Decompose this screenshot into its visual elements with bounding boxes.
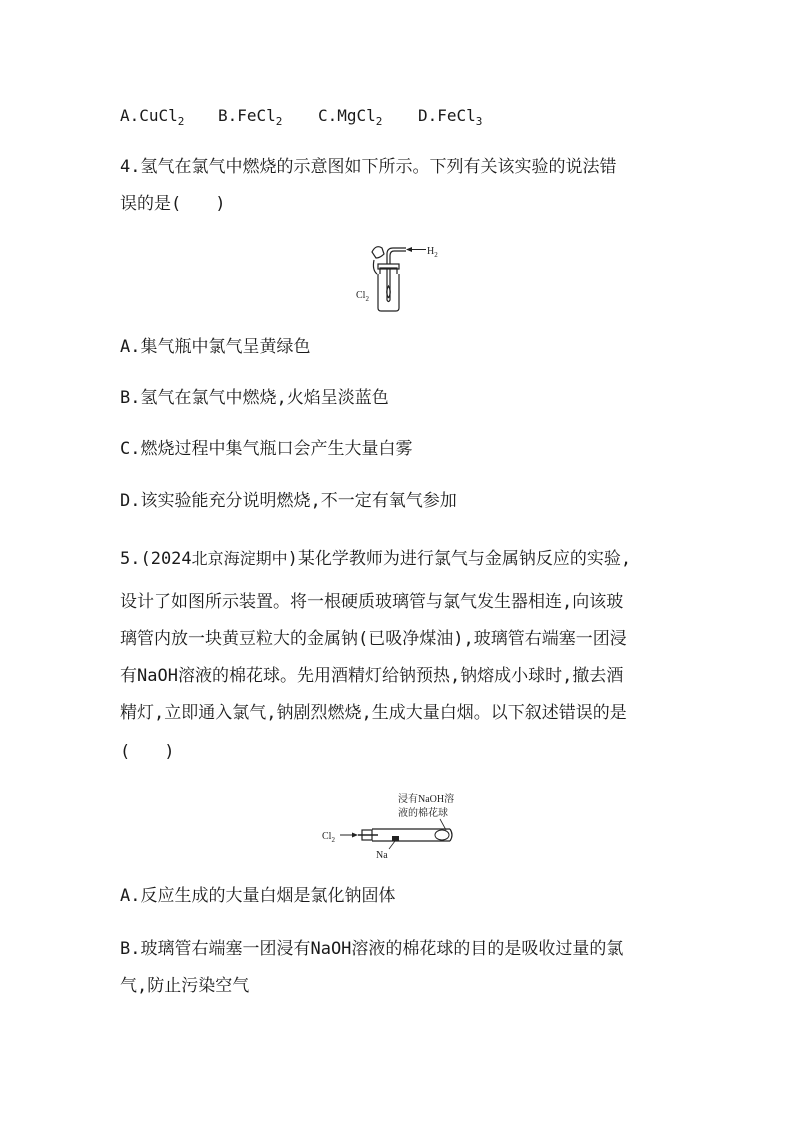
q5-stem-line4: 有NaOH溶液的棉花球。先用酒精灯给钠预热,钠熔成小球时,撤去酒 [120,666,624,686]
q5-option-a: A.反应生成的大量白烟是氯化钠固体 [120,886,396,906]
q4-stem-line2: 误的是( ) [120,194,226,214]
gas-jar [378,274,399,311]
cotton-ball [435,830,449,840]
q4-option-d: D.该实验能充分说明燃烧,不一定有氧气参加 [120,491,457,511]
label-cotton-line2: 液的棉花球 [398,808,448,819]
label-cl2: $Cl_2$ [356,290,369,303]
label-na: Na [376,850,388,861]
label-cl2: $Cl_2$ [322,831,335,844]
q3-option-a: A.CuCl$_2$ [120,106,185,128]
q5-stem-line6: ( ) [120,742,175,762]
flame [387,286,391,298]
q4-option-b: B.氢气在氯气中燃烧,火焰呈淡蓝色 [120,388,389,408]
q5-option-b-line2: 气,防止污染空气 [120,976,250,996]
q5-option-b-line1: B.玻璃管右端塞一团浸有NaOH溶液的棉花球的目的是吸收过量的氯 [120,939,624,959]
q5-stem-line3: 璃管内放一块黄豆粒大的金属钠(已吸净煤油),玻璃管右端塞一团浸 [120,629,627,649]
sodium-piece [392,836,399,841]
q4-option-c: C.燃烧过程中集气瓶口会产生大量白雾 [120,439,413,459]
q3-option-c: C.MgCl$_2$ [318,106,383,128]
label-cotton-line1: 浸有NaOH溶 [398,794,455,805]
q5-stem-line1: 5.(2024北京海淀期中)某化学教师为进行氯气与金属钠反应的实验, [120,549,632,569]
q5-source: 北京海淀期中 [191,549,288,568]
q4-figure-h2-cl2-combustion [350,240,450,312]
label-h2: $H_2$ [427,246,438,259]
q4-option-a: A.集气瓶中氯气呈黄绿色 [120,337,311,357]
q5-stem-line2: 设计了如图所示装置。将一根硬质玻璃管与氯气发生器相连,向该玻 [120,592,624,612]
q5-stem-line5: 精灯,立即通入氯气,钠剧烈燃烧,生成大量白烟。以下叙述错误的是 [120,703,627,723]
q5-figure-na-cl2-apparatus [318,790,488,862]
glass-tube [372,829,452,841]
q3-option-b: B.FeCl$_2$ [218,106,283,128]
q4-stem-line1: 4.氢气在氯气中燃烧的示意图如下所示。下列有关该实验的说法错 [120,157,617,177]
q3-option-d: D.FeCl$_3$ [418,106,483,128]
